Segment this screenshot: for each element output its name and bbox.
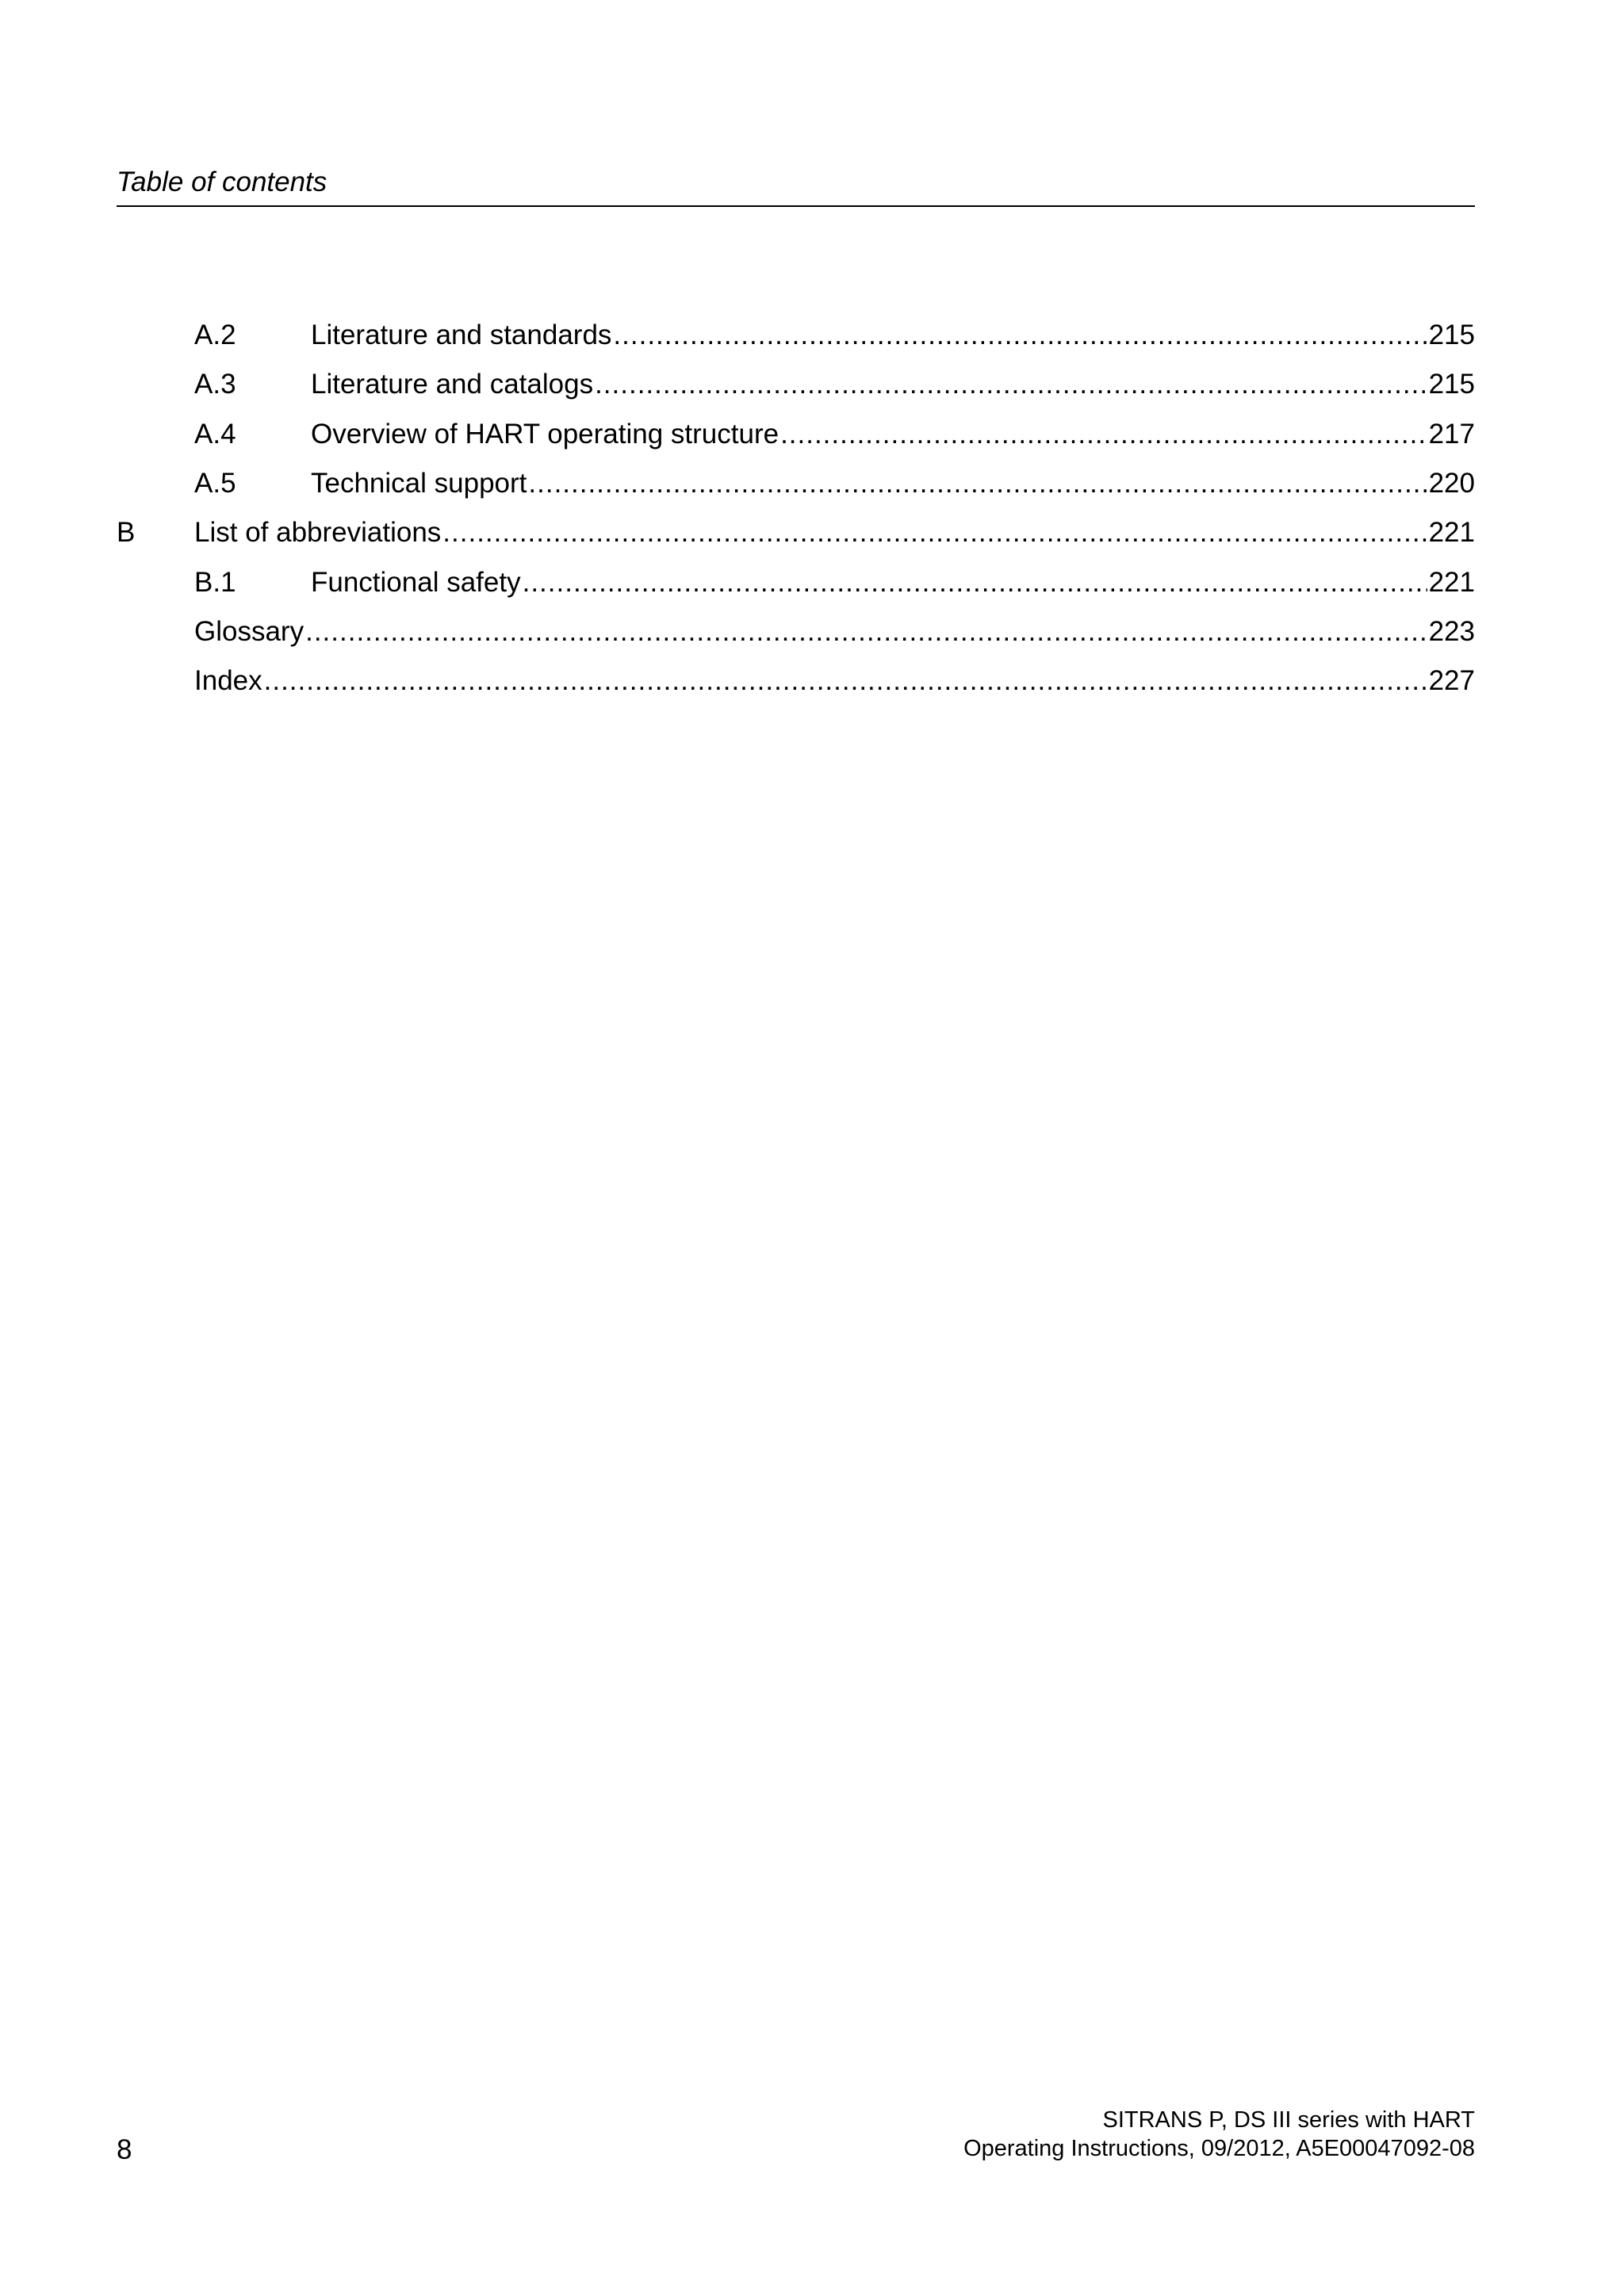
toc-dot-leader (528, 465, 1427, 502)
toc-entry-title: Index (194, 663, 264, 699)
toc-entry-page: 227 (1427, 663, 1475, 699)
toc-entry-link[interactable] (311, 465, 1475, 502)
toc-entry-link[interactable] (194, 663, 1475, 699)
toc-entry-title: List of abbreviations (194, 515, 442, 551)
toc-entry-page: 221 (1427, 515, 1475, 551)
toc-entry[interactable] (0, 366, 1624, 403)
toc-entry[interactable] (0, 465, 1624, 502)
toc-entry-title: Literature and standards (311, 317, 613, 354)
toc-entry-number: A.4 (194, 419, 236, 450)
toc-dot-leader (264, 663, 1427, 699)
toc-entry[interactable] (0, 614, 1624, 650)
toc-entry-title: Literature and catalogs (311, 366, 595, 403)
toc-dot-leader (613, 317, 1427, 354)
toc-entry-link[interactable] (311, 366, 1475, 403)
toc-entry[interactable] (0, 515, 1624, 551)
toc-entry-link[interactable] (311, 416, 1475, 453)
footer-product-line: SITRANS P, DS III series with HART (1102, 2107, 1475, 2133)
toc-entry[interactable] (0, 564, 1624, 601)
toc-entry[interactable] (0, 317, 1624, 354)
toc-entry-link[interactable] (311, 564, 1475, 601)
toc-entry-number: A.5 (194, 468, 236, 499)
toc-entry-page: 217 (1427, 416, 1475, 453)
toc-entry-title: Glossary (194, 614, 305, 650)
toc-dot-leader (595, 366, 1427, 403)
toc-entry-link[interactable] (311, 317, 1475, 354)
toc-entry-title: Technical support (311, 465, 528, 502)
toc-dot-leader (305, 614, 1427, 650)
toc-entry-link[interactable] (194, 515, 1475, 551)
toc-entry-number: A.2 (194, 320, 236, 350)
footer-document-line: Operating Instructions, 09/2012, A5E00047092-08 (963, 2136, 1475, 2161)
toc-entry[interactable] (0, 416, 1624, 453)
toc-entry-number: B (117, 517, 136, 548)
toc-dot-leader (523, 564, 1427, 601)
toc-entry-page: 221 (1427, 564, 1475, 601)
toc-entry-page: 215 (1427, 317, 1475, 354)
toc-entry-link[interactable] (194, 614, 1475, 650)
header-rule (117, 205, 1475, 207)
toc-entry-page: 223 (1427, 614, 1475, 650)
toc-entry-page: 215 (1427, 366, 1475, 403)
toc-entry-title: Functional safety (311, 564, 523, 601)
toc-entry-page: 220 (1427, 465, 1475, 502)
toc-entry-number: A.3 (194, 369, 236, 400)
toc-dot-leader (442, 515, 1427, 551)
toc-entry-number: B.1 (194, 567, 236, 598)
running-header: Table of contents (117, 166, 327, 197)
footer-document-info (963, 2106, 1475, 2163)
footer-page-number: 8 (117, 2134, 132, 2165)
toc-dot-leader (780, 416, 1427, 453)
toc-entry[interactable] (0, 663, 1624, 699)
toc-entry-title: Overview of HART operating structure (311, 416, 780, 453)
